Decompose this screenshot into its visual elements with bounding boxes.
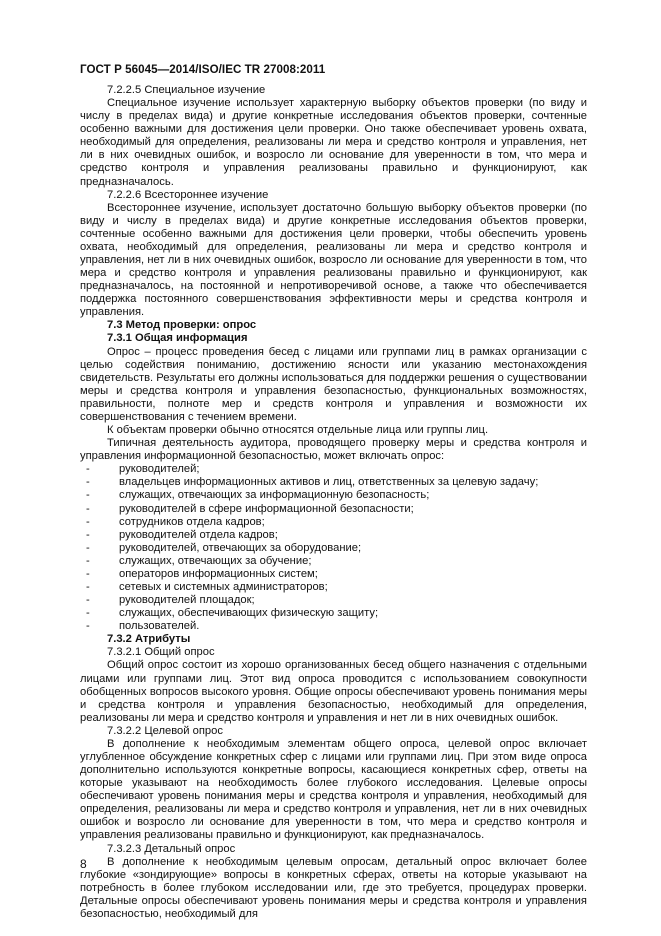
list-item: - руководителей; [80, 463, 587, 476]
list-item: - служащих, обеспечивающих физическую защиту; [80, 607, 587, 620]
document-header: ГОСТ Р 56045—2014/ISO/IEC TR 27008:2011 [80, 63, 326, 76]
paragraph-7-3-2-1: Общий опрос состоит из хорошо организованных бесед общего назначения с отдельными лицами или группами лиц. Этот вид опроса проводится с использованием совокупности обобщенных вопросов высокого уровня. Общие опросы обеспечивают уровень понимания меры и средства контроля и управления безопасностью, необходимый для определения, реализованы ли мера и средство контроля и управления и нет ли в них очевидных ошибок. [80, 659, 587, 724]
paragraph-7-2-2-5: Специальное изучение использует характерную выборку объектов проверки (по виду и числу в пределах вида) и другие конкретные исследования объектов проверки, сочтенные особенно важными для достижения цели проверки. Оно также обеспечивает уровень охвата, необходимый для определения, реализованы ли мера и средство контроля и управления, нет ли в них очевидных ошибок, и возросло ли основание для уверенности в том, что мера и средство контроля и управления реализованы правильно и функционируют, как предназначалось. [80, 97, 587, 188]
heading-7-2-2-5: 7.2.2.5 Специальное изучение [107, 84, 266, 96]
list-item: - операторов информационных систем; [80, 568, 587, 581]
heading-7-3-1: 7.3.1 Общая информация [107, 332, 248, 345]
list-item: - руководителей отдела кадров; [80, 529, 587, 542]
list-item: - служащих, отвечающих за обучение; [80, 555, 587, 568]
list-item: - служащих, отвечающих за информационную безопасность; [80, 489, 587, 502]
list-item: - сотрудников отдела кадров; [80, 516, 587, 529]
interviewee-list [80, 463, 587, 633]
list-item: - руководителей в сфере информационной безопасности; [80, 503, 587, 516]
list-item: - руководителей, отвечающих за оборудование; [80, 542, 587, 555]
heading-7-3-2-2: 7.3.2.2 Целевой опрос [107, 724, 223, 737]
paragraph-7-3-2-3: В дополнение к необходимым целевым опросам, детальный опрос включает более глубокие «зондирующие» вопросы в конкретных сферах, ответы на которые указывают на потребность в более глубоком исследовании или, где это требуется, процедурах проверки. Детальные опросы обеспечивают уровень понимания меры и средства контроля и управления безопасностью, необходимый для [80, 855, 587, 920]
paragraph-7-3-1-b: К объектам проверки обычно относятся отдельные лица или группы лиц. [107, 424, 489, 437]
list-item: - пользователей. [80, 620, 587, 633]
page-number: 8 [80, 857, 87, 871]
heading-7-3: 7.3 Метод проверки: опрос [107, 319, 257, 332]
paragraph-7-3-1-a: Опрос – процесс проведения бесед с лицами или группами лиц в рамках организации с целью содействия пониманию, достижению ясности или указанию местонахождения свидетельств. Результаты его должны использоваться для поддержки решения о существовании меры и средства контроля и управления безопасностью, функциональных возможностях, правильности, полноте мер и средств контроля и управления и возможности их совершенствования с течением времени. [80, 345, 587, 423]
list-item: - сетевых и системных администраторов; [80, 581, 587, 594]
heading-7-3-2-1: 7.3.2.1 Общий опрос [107, 646, 215, 659]
paragraph-7-3-2-2: В дополнение к необходимым элементам общего опроса, целевой опрос включает углубленное обсуждение конкретных сфер с лицами или группами лиц. При этом виде опроса дополнительно используются конкретные вопросы, касающиеся конкретных сфер, ответы на которые указывают на необходимость более глубокого исследования. Целевые опросы обеспечивают уровень понимания меры и средства контроля и управления, необходимый для определения, реализованы ли мера и средство контроля и управления, нет ли в них очевидных ошибок и возросло ли основание для уверенности в том, что мера и средство контроля и управления реализованы правильно и функционируют, как предназначалось. [80, 737, 587, 842]
page-content [80, 84, 587, 921]
heading-7-3-2-3: 7.3.2.3 Детальный опрос [107, 842, 236, 855]
heading-7-2-2-6: 7.2.2.6 Всестороннее изучение [107, 188, 269, 201]
list-item: - руководителей площадок; [80, 594, 587, 607]
list-item: - владельцев информационных активов и лиц, ответственных за целевую задачу; [80, 476, 587, 489]
heading-7-3-2: 7.3.2 Атрибуты [107, 633, 191, 646]
paragraph-7-2-2-6: Всестороннее изучение, использует достаточно большую выборку объектов проверки (по виду и числу в пределах вида) и другие конкретные исследования объектов проверки, сочтенные особенно важными для достижения цели проверки, чтобы обеспечить уровень охвата, необходимый для определения, реализованы ли мера и средство контроля и управления, нет ли в них очевидных ошибок, возросло ли основание для уверенности в том, что мера и средство контроля и управления реализованы правильно и функционируют, как предназначалось, на постоянной и непротиворечивой основе, а также что обеспечивается поддержка постоянного совершенствования эффективности меры и средства контроля и управления. [80, 201, 587, 319]
paragraph-7-3-1-c: Типичная деятельность аудитора, проводящего проверку меры и средства контроля и управления информационной безопасностью, может включать опрос: [80, 437, 587, 463]
